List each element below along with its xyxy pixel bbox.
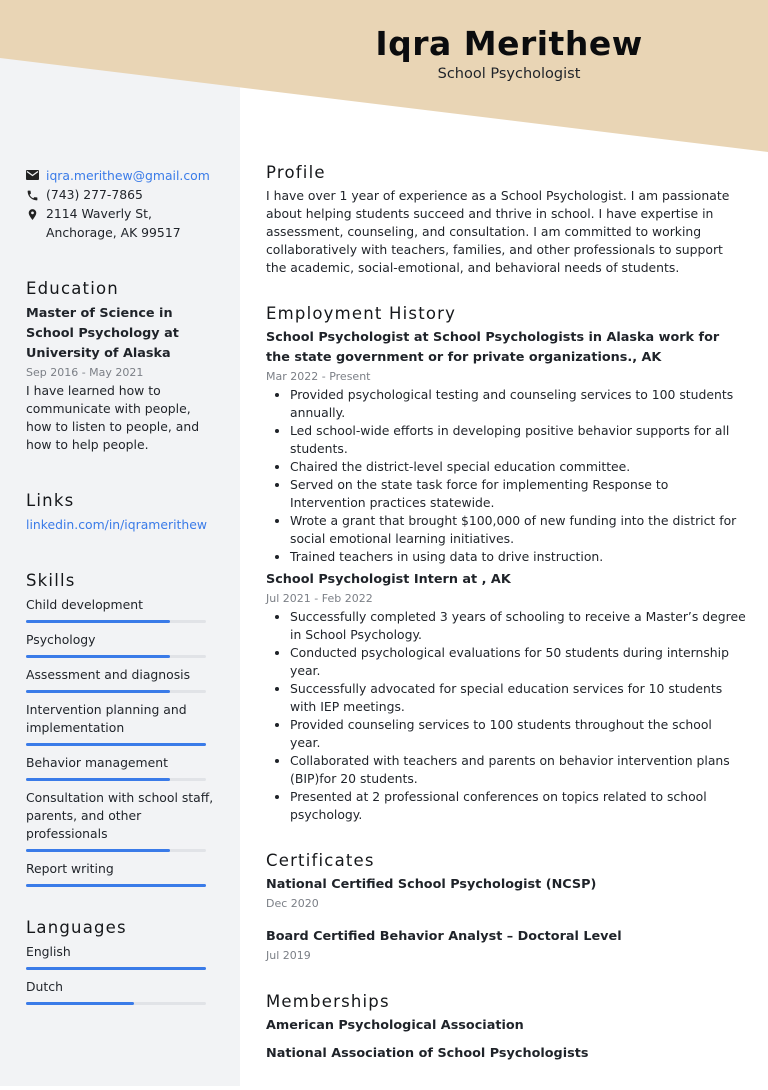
phone-icon bbox=[26, 189, 39, 202]
job-title: School Psychologist at School Psychologists in Alaska work for the state government or for private organizations., AK bbox=[266, 330, 720, 365]
membership-list bbox=[266, 1016, 746, 1064]
skill-item bbox=[26, 596, 216, 623]
language-name: English bbox=[26, 944, 71, 959]
certificate-entry bbox=[266, 927, 746, 965]
skill-name: Psychology bbox=[26, 632, 96, 647]
skill-name: Report writing bbox=[26, 861, 114, 876]
level-bar-fill bbox=[26, 690, 170, 693]
level-bar bbox=[26, 690, 206, 693]
skill-name: Assessment and diagnosis bbox=[26, 667, 191, 682]
membership-item: National Association of School Psychologists bbox=[266, 1046, 589, 1061]
job-bullet: • Chaired the district-level special education committee. bbox=[290, 458, 746, 476]
job-bullets bbox=[290, 386, 746, 566]
job-bullet: • Wrote a grant that brought $100,000 of new funding into the district for social emotional learning initiatives. bbox=[290, 512, 746, 548]
skills-list bbox=[26, 596, 216, 887]
skill-item bbox=[26, 631, 216, 658]
job-bullet: • Provided counseling services to 100 students throughout the school year. bbox=[290, 716, 746, 752]
phone-text: (743) 277-7865 bbox=[46, 187, 143, 202]
education-description: I have learned how to communicate with people, how to listen to people, and how to help people. bbox=[26, 383, 200, 452]
links-heading: Links bbox=[26, 491, 75, 510]
job-bullets bbox=[290, 608, 746, 824]
skill-item bbox=[26, 789, 216, 852]
email-link[interactable]: iqra.merithew@gmail.com bbox=[46, 168, 210, 183]
job-bullet: • Presented at 2 professional conferences on topics related to school psychology. bbox=[290, 788, 746, 824]
skill-name: Intervention planning and implementation bbox=[26, 702, 187, 735]
level-bar-fill bbox=[26, 743, 206, 746]
level-bar bbox=[26, 655, 206, 658]
location-pin-icon bbox=[26, 208, 39, 221]
level-bar bbox=[26, 620, 206, 623]
level-bar-fill bbox=[26, 620, 170, 623]
sidebar bbox=[26, 166, 216, 1013]
certificate-name: Board Certified Behavior Analyst – Doctoral Level bbox=[266, 929, 622, 944]
linkedin-link[interactable]: linkedin.com/in/iqramerithew bbox=[26, 517, 207, 532]
level-bar bbox=[26, 1002, 206, 1005]
skill-item bbox=[26, 860, 216, 887]
job-list bbox=[266, 328, 746, 824]
job-title: School Psychologist Intern at , AK bbox=[266, 572, 511, 587]
job-bullet: • Conducted psychological evaluations for 50 students during internship year. bbox=[290, 644, 746, 680]
job-bullet: • Served on the state task force for implementing Response to Intervention practices statewide. bbox=[290, 476, 746, 512]
contact-address bbox=[26, 204, 216, 242]
skill-name: Child development bbox=[26, 597, 143, 612]
level-bar-fill bbox=[26, 884, 206, 887]
language-item bbox=[26, 943, 216, 970]
education-degree: Master of Science in School Psychology at University of Alaska bbox=[26, 306, 179, 361]
profile-section bbox=[266, 162, 746, 277]
contact-phone bbox=[26, 185, 216, 204]
level-bar-fill bbox=[26, 967, 206, 970]
memberships-heading: Memberships bbox=[266, 992, 390, 1011]
contact-email bbox=[26, 166, 216, 185]
job-bullet: • Trained teachers in using data to drive instruction. bbox=[290, 548, 746, 566]
job-entry bbox=[266, 570, 746, 824]
level-bar bbox=[26, 778, 206, 781]
job-entry bbox=[266, 328, 746, 566]
job-title: School Psychologist bbox=[437, 66, 581, 82]
profile-heading: Profile bbox=[266, 163, 326, 182]
skill-name: Behavior management bbox=[26, 755, 168, 770]
languages-heading: Languages bbox=[26, 918, 127, 937]
level-bar-fill bbox=[26, 849, 170, 852]
level-bar-fill bbox=[26, 778, 170, 781]
certificate-name: National Certified School Psychologist (NCSP) bbox=[266, 877, 597, 892]
level-bar-fill bbox=[26, 1002, 134, 1005]
employment-heading: Employment History bbox=[266, 304, 457, 323]
employment-section bbox=[266, 303, 746, 824]
job-bullet: • Collaborated with teachers and parents on behavior intervention plans (BIP)for 20 students. bbox=[290, 752, 746, 788]
address-text: 2114 Waverly St, Anchorage, AK 99517 bbox=[46, 206, 181, 240]
education-dates: Sep 2016 - May 2021 bbox=[26, 366, 144, 379]
job-bullet: • Successfully completed 3 years of schooling to receive a Master’s degree in School Psychology. bbox=[290, 608, 746, 644]
job-bullet: • Provided psychological testing and counseling services to 100 students annually. bbox=[290, 386, 746, 422]
profile-text: I have over 1 year of experience as a School Psychologist. I am passionate about helping students succeed and thrive in school. I have expertise in assessment, counseling, and consultation. I am committed to working collaboratively with teachers, families, and other professionals to support the academic, social-emotional, and behavioral needs of students. bbox=[266, 188, 730, 275]
certificate-list bbox=[266, 875, 746, 965]
candidate-name: Iqra Merithew bbox=[375, 24, 643, 63]
skill-item bbox=[26, 754, 216, 781]
education-heading: Education bbox=[26, 279, 119, 298]
level-bar bbox=[26, 743, 206, 746]
level-bar bbox=[26, 884, 206, 887]
job-dates: Mar 2022 - Present bbox=[266, 370, 371, 383]
certificate-entry bbox=[266, 875, 746, 913]
certificates-heading: Certificates bbox=[266, 851, 375, 870]
membership-item: American Psychological Association bbox=[266, 1018, 524, 1033]
job-bullet: • Led school-wide efforts in developing positive behavior supports for all students. bbox=[290, 422, 746, 458]
skills-heading: Skills bbox=[26, 571, 76, 590]
language-item bbox=[26, 978, 216, 1005]
level-bar bbox=[26, 967, 206, 970]
certificate-date: Jul 2019 bbox=[266, 949, 311, 962]
skill-item bbox=[26, 666, 216, 693]
job-bullet: • Successfully advocated for special education services for 10 students with IEP meetings. bbox=[290, 680, 746, 716]
level-bar-fill bbox=[26, 655, 170, 658]
skill-item bbox=[26, 701, 216, 746]
languages-list bbox=[26, 943, 216, 1005]
language-name: Dutch bbox=[26, 979, 63, 994]
main-content bbox=[266, 162, 746, 1090]
memberships-section bbox=[266, 991, 746, 1064]
job-dates: Jul 2021 - Feb 2022 bbox=[266, 592, 373, 605]
certificate-date: Dec 2020 bbox=[266, 897, 319, 910]
level-bar bbox=[26, 849, 206, 852]
envelope-icon bbox=[26, 170, 39, 181]
skill-name: Consultation with school staff, parents, and other professionals bbox=[26, 790, 214, 841]
certificates-section bbox=[266, 850, 746, 965]
